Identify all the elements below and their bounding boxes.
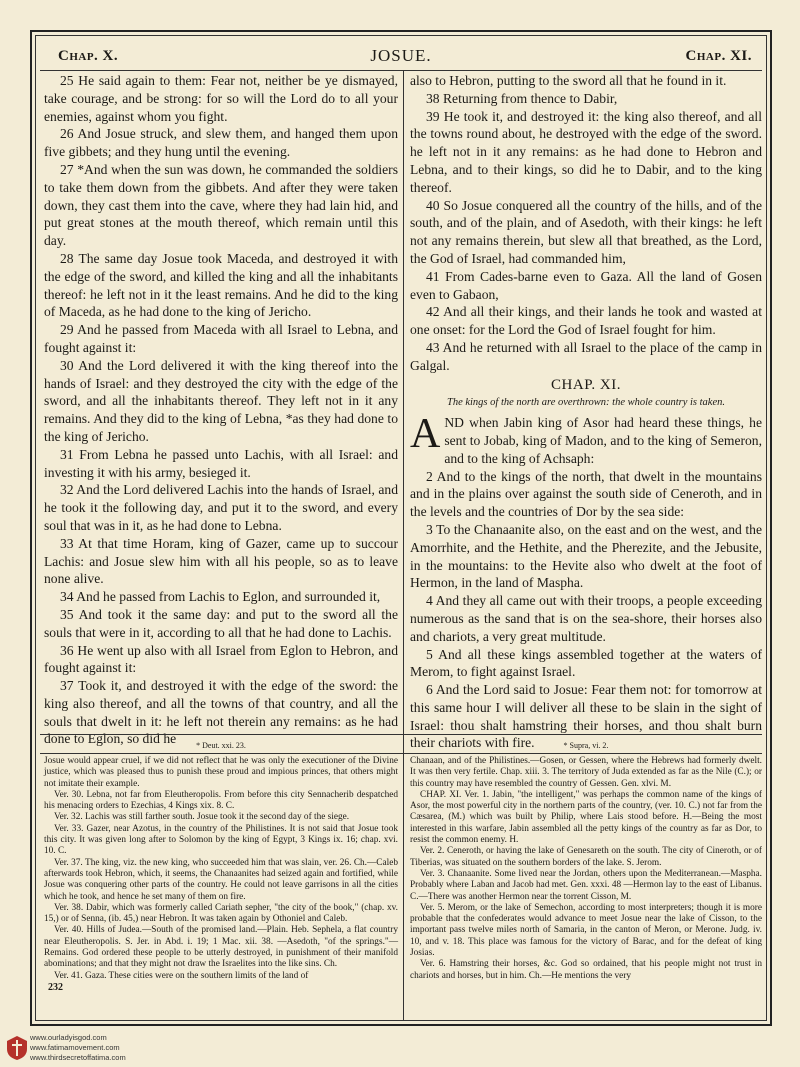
website-link[interactable]: www.thirdsecretoffatima.com xyxy=(30,1053,126,1062)
right-column xyxy=(410,72,762,752)
commentary-rule-right xyxy=(403,753,762,754)
chapter-heading: CHAP. XI. xyxy=(551,376,621,393)
verse-34: 34 And he passed from Lachis to Eglon, and surrounded it, xyxy=(60,589,381,605)
verse-4: 4 And they all came out with their troops, a people exceeding numerous as the sand that is on the sea-shore, their horses also and chariots, a very great multitude. xyxy=(410,593,762,644)
commentary-note: Ver. 30. Lebna, not far from Eleutheropolis. From before this city Sennacherib despatched his menacing orders to Ezechias, 4 Kings xix. 8. C. xyxy=(44,789,398,812)
verse-5: 5 And all these kings assembled together at the waters of Merom, to fight against Israel. xyxy=(410,646,762,680)
footnote-rule-left xyxy=(40,734,403,735)
footnote-rule-right xyxy=(403,734,762,735)
verse-36: 36 He went up also with all Israel from Eglon to Hebron, and fought against it: xyxy=(44,642,398,676)
verse-37-continued: also to Hebron, putting to the sword all that he found in it. xyxy=(410,73,727,88)
commentary-note: Ver. 37. The king, viz. the new king, who succeeded him that was slain, ver. 26. Ch.—Caleb afterwards took Hebron, which, it seems, the Chanaanites had seized again and fortified, while Josue was conquering other parts of the country. He could not leave garrisons in all the cities which he took, and hence he set many of them on fire. xyxy=(44,857,398,902)
verse-33: 33 At that time Horam, king of Gazer, came up to succour Lachis: and Josue slew him with all his people, so as to leave none alive. xyxy=(44,535,398,587)
verse-42: 42 And all their kings, and their lands he took and wasted at one onset: for the Lord the God of Israel fought for him. xyxy=(410,304,762,338)
book-title: JOSUE. xyxy=(370,46,432,65)
page-number: 232 xyxy=(48,981,63,993)
commentary-note: Ver. 32. Lachis was still farther south. Josue took it the second day of the siege. xyxy=(54,812,350,823)
commentary-note: Ver. 5. Merom, or the lake of Semechon, according to most interpreters; though it is more probable that the confederates would advance to meet Josue near the lake of Cisson, to the important pass twelve miles north of Samaria, in the canton of Meron, or Merone. Judg. iv. 10, and v. 18. This place was famous for the victory of Barac, and for the defeat of king Josias. xyxy=(410,902,762,959)
verse-27: 27 *And when the sun was down, he commanded the soldiers to take them down from the gibbets. And after they were taken down, they cast them into the cave, where they had lain hid, and put great stones at the mouth thereof, which remain until this day. xyxy=(44,161,398,249)
footer-websites xyxy=(30,1033,126,1063)
verse-39: 39 He took it, and destroyed it: the king also thereof, and all the towns round about, he destroyed with the edge of the sword. he left not in it any remains: as he had done to Hebron and Lebna, and to their kings, so did he to Dabir, and to the king thereof. xyxy=(410,108,762,195)
drop-cap: A xyxy=(410,411,441,458)
commentary-note: Ver. 6. Hamstring their horses, &c. God so ordained, that his people might not trust in chariots and horses, but in him. Ch.—He mentions the very xyxy=(410,959,762,981)
commentary-note: Chanaan, and of the Philistines.—Gosen, or Gessen, where the Hebrews had formerly dwelt. It was then very fertile. Chap. xiii. 3. The territory of Juda extended as far as the Nile (C.); or this country may have resembled the country of Gessen. Gen. xlvi. M. xyxy=(410,756,762,789)
website-link[interactable]: www.fatimamovement.com xyxy=(30,1043,120,1052)
verse-1 xyxy=(410,411,762,467)
verse-28: 28 The same day Josue took Maceda, and destroyed it with the edge of the sword, and killed the king and all the inhabitants thereof: he left not in it the least remains. And he did to the king of Maceda, as he had done to the king of Jericho. xyxy=(44,250,398,320)
commentary-note: Ver. 33. Gazer, near Azotus, in the country of the Philistines. It is not said that Josue took this city. It was given long after to Solomon by the king of Egypt, 3 Kings ix. 16; chap. xvi. 10. C. xyxy=(44,823,398,857)
commentary-note: Ver. 38. Dabir, which was formerly called Cariath sepher, "the city of the book," (chap. xv. 15,) or of Senna, (ib. 45,) near Hebron. It was taken again by Othoniel and Caleb. xyxy=(44,902,398,925)
verse-2: 2 And to the kings of the north, that dwelt in the mountains and in the plains over against the south side of Ceneroth, and in the levels and the countries of Dor by the sea side: xyxy=(410,468,762,520)
commentary-note: Ver. 41. Gaza. These cities were on the southern limits of the land of xyxy=(54,970,309,981)
commentary-note: CHAP. XI. Ver. 1. Jabin, "the intelligent," was perhaps the common name of the kings of Asor, the most powerful city in the northern parts of the country, (ver. 10. C.) not far from the Cæsarea, (M.) which was built by Philip, where Lais stood before. H.—Being the most interested in this warfare, Jabin assembled all the petty kings of the country as far as Dor, to resist the common enemy. H. xyxy=(410,789,762,846)
commentary-note: Josue would appear cruel, if we did not reflect that he was only the executioner of the Divine justice, which was pleased thus to punish these proud and impious princes, that others might not imitate their example. xyxy=(44,756,398,789)
website-link[interactable]: www.ourladyisgod.com xyxy=(30,1033,107,1042)
commentary-note: Ver. 2. Ceneroth, or having the lake of Genesareth on the south. The city of Cineroth, or of Tiberias, was situated on the southern borders of the lake. S. Jerom. xyxy=(410,846,762,868)
verse-26: 26 And Josue struck, and slew them, and hanged them upon five gibbets; and they hung until the evening. xyxy=(44,126,398,160)
verse-3: 3 To the Chanaanite also, on the east and on the west, and the Amorrhite, and the Hethite, and the Pherezite, and the Jebusite, in the mountains: to the Hevite also who dwelt at the foot of Hermon, in the land of Maspha. xyxy=(410,521,762,591)
header-chapter-right: Chap. XI. xyxy=(685,48,752,64)
header-chapter-left: Chap. X. xyxy=(58,48,119,64)
verse-31: 31 From Lebna he passed unto Lachis, with all Israel: and investing it with his army, besieged it. xyxy=(44,446,398,480)
commentary-note: Ver. 40. Hills of Judea.—South of the promised land.—Plain. Heb. Sephela, a flat country near Eleutheropolis. S. Jer. in Abd. i. 19; 1 Mac. xii. 38. —Asedoth, "of the springs."—Remains. God ordered these people to be utterly destroyed, in punishment of their manifold abominations; and that they might not draw the Israelites into the like sins. Ch. xyxy=(44,925,398,970)
commentary-rule-left xyxy=(40,753,403,754)
verse-32: 32 And the Lord delivered Lachis into the hands of Israel, and he took it the following day, and put it to the sword, and every soul that was in it, as he had done to Lebna. xyxy=(44,482,398,533)
first-words: ND xyxy=(444,415,464,431)
verse-29: 29 And he passed from Maceda with all Israel to Lebna, and fought against it: xyxy=(44,322,398,355)
left-column xyxy=(44,72,398,748)
commentary-right xyxy=(410,756,762,982)
verse-30: 30 And the Lord delivered it with the king thereof into the hands of Israel: and they destroyed the city with the edge of the sword, and all the inhabitants thereof. They left not in it any remains. And they did to the king of Lebna, *as they had done to the king of Jericho. xyxy=(44,357,398,444)
verse-40: 40 So Josue conquered all the country of the hills, and of the south, and of the plain, and of Asedoth, with their kings: he left not any remains therein, but slew all that breathed, as the Lord, the God of Israel, had commanded him, xyxy=(410,197,762,266)
watermark-logo-icon xyxy=(6,1035,28,1061)
verse-1-text: when Jabin king of Asor had heard these things, he sent to Jobab, king of Madon, and to the king of Semeron, and to the king of Achsaph: xyxy=(444,415,762,466)
commentary-note: Ver. 3. Chanaanite. Some lived near the Jordan, others upon the Mediterranean.—Maspha. Probably where Laban and Jacob had met. Gen. xxxi. 48 —Hermon lay to the east of Libanus. C.—There was another Hermon near the torrent Cisson, M. xyxy=(410,868,762,902)
column-divider xyxy=(403,70,404,1020)
verse-25: 25 He said again to them: Fear not, neither be ye dismayed, take courage, and be strong: for so will the Lord do to all your enemies, against whom you fight. xyxy=(44,73,398,124)
verse-41: 41 From Cades-barne even to Gaza. All the land of Gosen even to Gabaon, xyxy=(410,268,762,302)
verse-43: 43 And he returned with all Israel to the place of the camp in Galgal. xyxy=(410,339,762,373)
verse-37: 37 Took it, and destroyed it with the edge of the sword: the king also thereof, and all the towns of that country, and all the souls that dwelt in it: he left not therein any remains: as he had done to Eglon, so did he xyxy=(44,678,398,747)
cross-reference-right: * Supra, vi. 2. xyxy=(563,741,609,750)
verse-35: 35 And took it the same day: and put to the sword all the souls that were in it, according to all that he had done to Lachis. xyxy=(44,606,398,640)
verse-38: 38 Returning from thence to Dabir, xyxy=(426,90,618,106)
verse-6: 6 And the Lord said to Josue: Fear them not: for tomorrow at this same hour I will deliver all these to be slain in the sight of Israel: thou shalt hamstring their horses, and thou shalt burn their chariots with fire. xyxy=(410,682,762,751)
commentary-left xyxy=(44,756,398,994)
running-header xyxy=(40,40,762,71)
cross-reference-left: * Deut. xxi. 23. xyxy=(196,741,246,750)
chapter-summary: The kings of the north are overthrown: the whole country is taken. xyxy=(446,397,725,409)
